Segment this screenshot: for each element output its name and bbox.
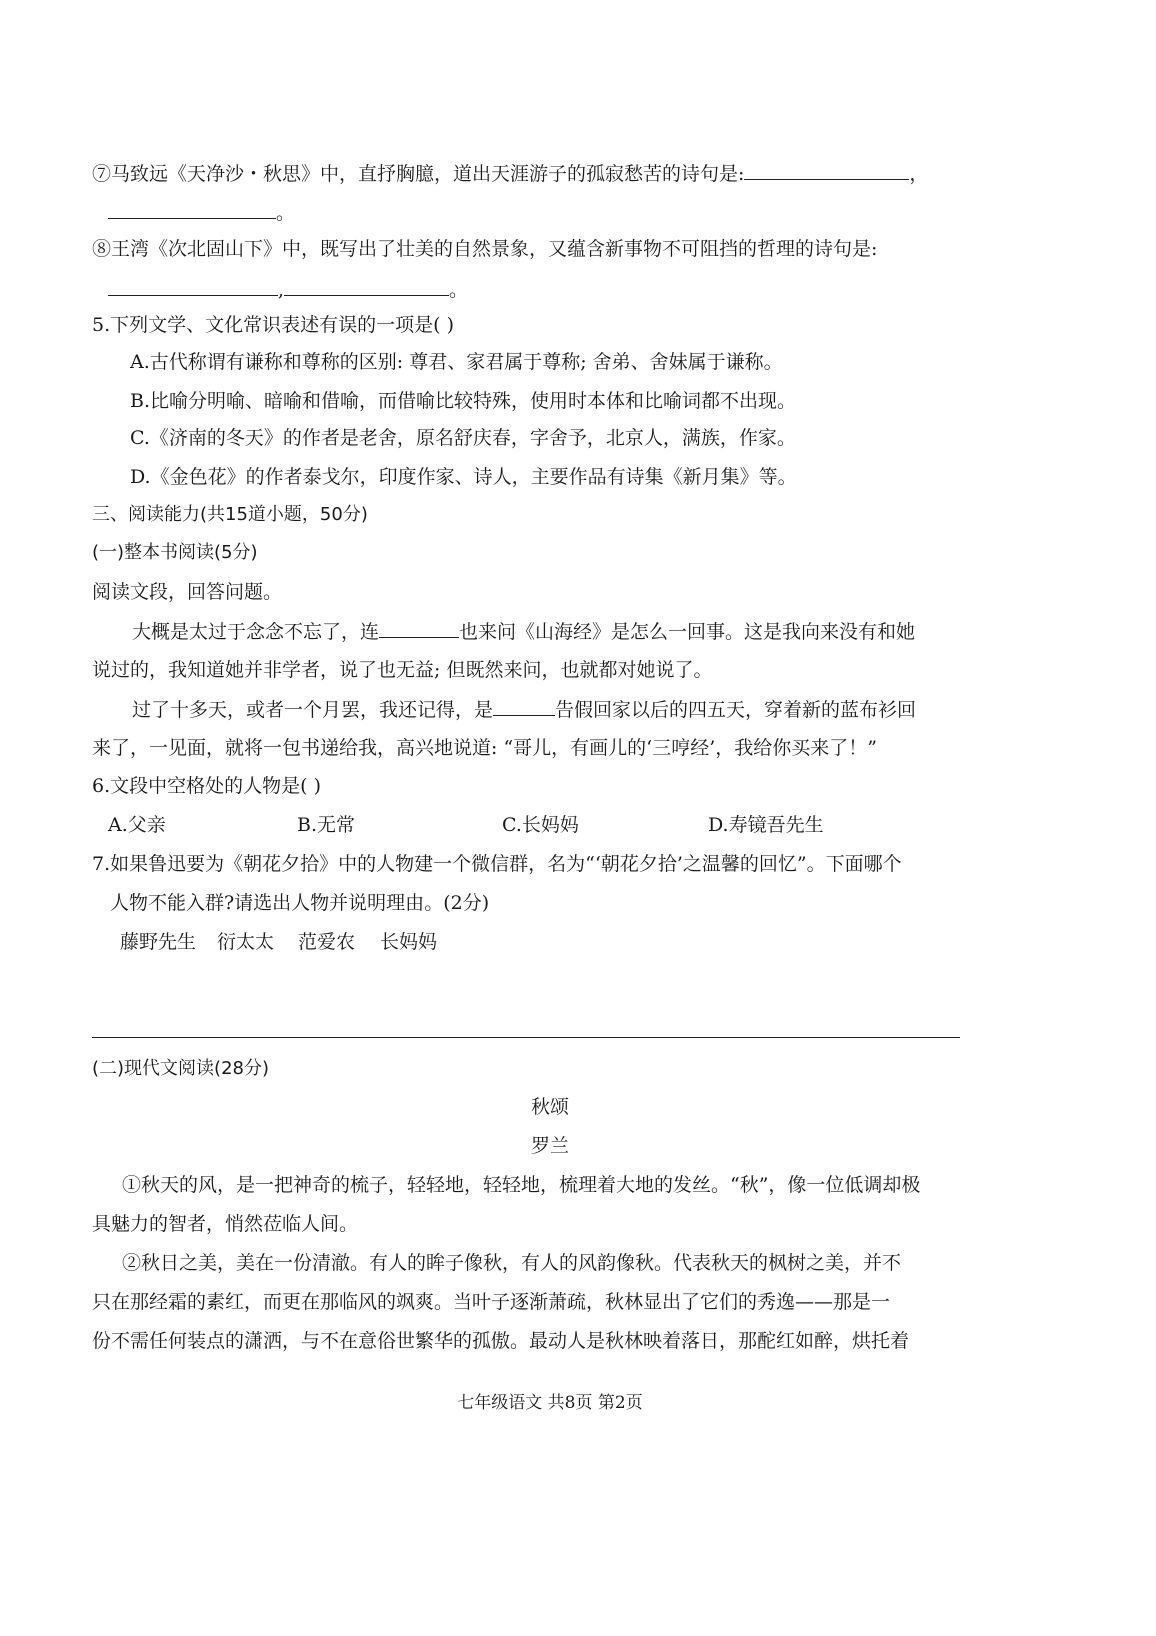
essay-paragraph-2-cont-2: 份不需任何装点的潇洒，与不在意俗世繁华的孤傲。最动人是秋林映着落日，那酡红如醉，烘托着 xyxy=(92,1330,910,1352)
excerpt-paragraph-2: 过了十多天，或者一个月罢，我还记得，是 告假回家以后的四五天，穿着新的蓝布衫回 xyxy=(132,699,917,721)
answer-blank[interactable] xyxy=(108,277,278,296)
question-7-stem-cont: 人物不能入群?请选出人物并说明理由。(2分) xyxy=(110,892,490,914)
part-2-title: (二)现代文阅读(28分) xyxy=(92,1058,269,1079)
question-6-stem: 6.文段中空格处的人物是( ) xyxy=(92,775,321,797)
question-7-name-2: 衍太太 xyxy=(217,931,275,953)
answer-blank[interactable] xyxy=(284,277,449,296)
question-5-option-a: A.古代称谓有谦称和尊称的区别: 尊君、家君属于尊称; 舍弟、舍妹属于谦称。 xyxy=(130,351,783,373)
poem-fill-item-8: ⑧王湾《次北固山下》中，既写出了壮美的自然景象，又蕴含新事物不可阻挡的哲理的诗句是: xyxy=(92,238,878,260)
divider-line xyxy=(92,1037,960,1038)
excerpt-paragraph-1-cont: 说过的，我知道她并非学者，说了也无益; 但既然来问，也就都对她说了。 xyxy=(92,659,713,681)
essay-paragraph-2-cont-1: 只在那经霜的素红，而更在那临风的飒爽。当叶子逐渐萧疏，秋林显出了它们的秀逸——那是一 xyxy=(92,1291,891,1313)
question-5-option-d: D.《金色花》的作者泰戈尔，印度作家、诗人，主要作品有诗集《新月集》等。 xyxy=(130,466,797,488)
question-7-name-1: 藤野先生 xyxy=(120,931,197,953)
question-6-option-d: D.寿镜吾先生 xyxy=(708,814,824,836)
question-7-name-4: 长妈妈 xyxy=(380,931,438,953)
question-7-stem: 7.如果鲁迅要为《朝花夕拾》中的人物建一个微信群，名为“‘朝花夕拾’之温馨的回忆”。下面哪个 xyxy=(92,853,902,875)
answer-blank[interactable] xyxy=(493,697,555,716)
part-1-instruction: 阅读文段，回答问题。 xyxy=(92,581,283,603)
question-5-stem: 5.下列文学、文化常识表述有误的一项是( ) xyxy=(92,314,454,336)
excerpt-paragraph-1: 大概是太过于念念不忘了，连 也来问《山海经》是怎么一回事。这是我向来没有和她 xyxy=(132,621,916,643)
essay-paragraph-1: ①秋天的风，是一把神奇的梳子，轻轻地，轻轻地，梳理着大地的发丝。“秋”，像一位低调却极 xyxy=(122,1174,921,1196)
essay-paragraph-1-cont: 具魅力的智者，悄然莅临人间。 xyxy=(92,1213,359,1235)
excerpt-paragraph-2-cont: 来了，一见面，就将一包书递给我，高兴地说道: “哥儿，有画儿的‘三哼经’，我给你买来了！” xyxy=(92,737,877,759)
question-6-option-c: C.长妈妈 xyxy=(502,814,579,836)
poem-fill-item-7-cont: 。 xyxy=(108,200,295,225)
page-footer: 七年级语文 共8页 第2页 xyxy=(457,1393,643,1413)
poem-fill-item-7: ⑦马致远《天净沙・秋思》中，直抒胸臆，道出天涯游子的孤寂愁苦的诗句是: ， xyxy=(92,163,929,185)
section-3-title: 三、阅读能力(共15道小题，50分) xyxy=(92,504,368,525)
question-6-option-a: A.父亲 xyxy=(108,814,166,836)
essay-paragraph-2: ②秋日之美，美在一份清澈。有人的眸子像秋，有人的风韵像秋。代表秋天的枫树之美，并不 xyxy=(122,1252,902,1274)
answer-blank[interactable] xyxy=(108,200,276,219)
answer-blank[interactable] xyxy=(379,619,459,638)
question-7-name-3: 范爱农 xyxy=(298,931,356,953)
part-1-title: (一)整本书阅读(5分) xyxy=(92,542,258,563)
essay-title: 秋颂 xyxy=(530,1096,569,1118)
essay-author: 罗兰 xyxy=(530,1135,569,1157)
poem-fill-item-8-cont: , 。 xyxy=(108,277,468,302)
answer-blank[interactable] xyxy=(744,161,909,180)
question-5-option-b: B.比喻分明喻、暗喻和借喻，而借喻比较特殊，使用时本体和比喻词都不出现。 xyxy=(130,390,797,412)
question-6-option-b: B.无常 xyxy=(297,814,356,836)
question-5-option-c: C.《济南的冬天》的作者是老舍，原名舒庆春，字舍予，北京人，满族，作家。 xyxy=(130,427,796,449)
